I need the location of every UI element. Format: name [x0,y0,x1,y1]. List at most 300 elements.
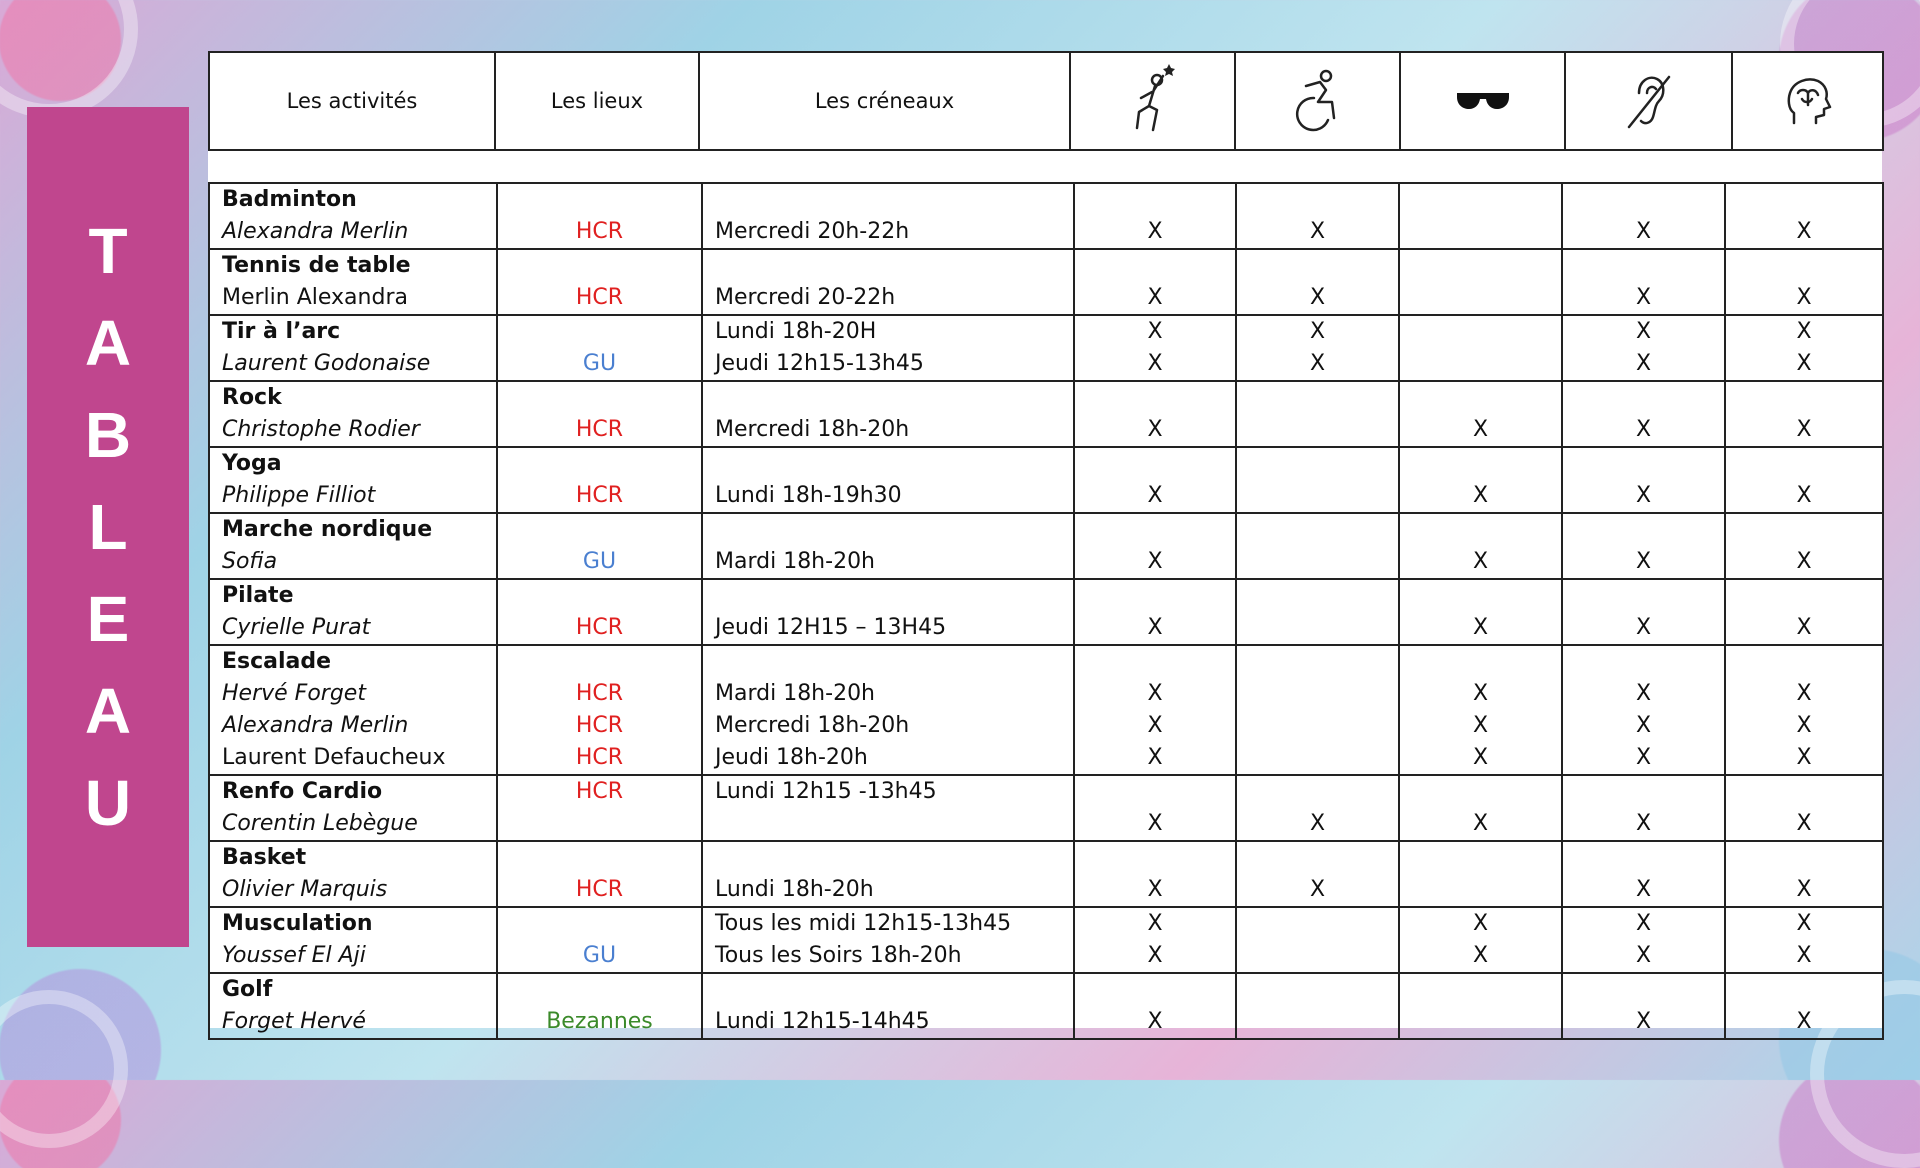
accessibility-mark [1563,646,1724,678]
accessibility-mark [1400,1006,1561,1038]
activity-name: Escalade [222,649,332,674]
accessibility-mark-cell [1236,513,1399,579]
slot-label: Jeudi 12H15 – 13H45 [715,615,947,640]
place-cell [497,447,702,513]
place-label: HCR [575,713,624,738]
accessibility-mark: X [1796,417,1812,442]
place-label [498,184,701,216]
slot-label: Lundi 18h-20H [715,319,877,344]
activity-name: Tir à l’arc [222,319,341,344]
activity-cell [209,973,497,1039]
accessibility-mark: X [1309,877,1326,902]
accessibility-mark [1075,382,1235,414]
accessibility-mark-cell [1399,381,1562,447]
place-label: HCR [575,285,624,310]
accessibility-mark: X [1472,483,1489,508]
accessibility-mark [1400,348,1561,380]
place-label: HCR [575,745,624,770]
slot-label [703,184,1073,216]
accessibility-mark: X [1635,319,1652,344]
accessibility-mark-cell [1725,315,1883,381]
table-row [209,907,1883,973]
accessibility-mark: X [1635,811,1652,836]
accessibility-mark-cell [1399,315,1562,381]
accessibility-mark [1726,250,1882,282]
accessibility-mark: X [1635,943,1652,968]
header-brain-cell [1732,52,1883,150]
accessibility-mark [1237,514,1398,546]
activity-cell [209,513,497,579]
accessibility-mark [1237,940,1398,972]
accessibility-mark-cell [1236,775,1399,841]
accessibility-mark: X [1635,483,1652,508]
slot-label: Jeudi 18h-20h [715,745,868,770]
place-label [498,580,701,612]
accessibility-mark: X [1796,285,1812,310]
accessibility-mark: X [1309,285,1326,310]
accessibility-mark: X [1147,1009,1163,1034]
accessibility-mark [1726,646,1882,678]
instructor-name: Forget Hervé [222,1009,366,1034]
place-cell [497,315,702,381]
slot-label: Mercredi 18h-20h [715,713,910,738]
instructor-name: Laurent Godonaise [222,351,431,376]
accessibility-mark-cell [1725,183,1883,249]
accessibility-mark: X [1309,811,1326,836]
wheelchair-icon [1292,68,1344,134]
accessibility-mark-cell [1562,183,1725,249]
accessibility-mark [1726,776,1882,808]
accessibility-mark: X [1472,417,1489,442]
slot-label: Lundi 18h-20h [715,877,874,902]
instructor-name: Youssef El Aji [222,943,366,968]
accessibility-mark-cell [1236,183,1399,249]
place-cell [497,973,702,1039]
accessibility-mark-cell [1074,645,1236,775]
accessibility-mark: X [1635,1009,1652,1034]
place-label: HCR [575,877,624,902]
accessibility-mark-cell [1725,513,1883,579]
slot-label: Tous les Soirs 18h-20h [715,943,962,968]
place-label: HCR [575,681,624,706]
accessibility-mark [1563,184,1724,216]
activity-name: Renfo Cardio [222,779,383,804]
activity-name: Tennis de table [222,253,411,278]
accessibility-mark-cell [1725,447,1883,513]
accessibility-mark: X [1796,351,1812,376]
accessibility-mark [1075,974,1235,1006]
place-cell [497,841,702,907]
activity-cell [209,645,497,775]
accessibility-mark-cell [1074,447,1236,513]
accessibility-mark [1237,908,1398,940]
instructor-name: Philippe Filliot [222,483,376,508]
instructor-name: Cyrielle Purat [222,615,371,640]
activity-cell [209,249,497,315]
accessibility-mark [1237,414,1398,446]
accessibility-mark [1237,1006,1398,1038]
accessibility-mark [1726,448,1882,480]
accessibility-mark-cell [1074,183,1236,249]
table-row [209,645,1883,775]
accessibility-mark: X [1796,877,1812,902]
header-sunglasses-cell [1400,52,1565,150]
accessibility-mark [1237,448,1398,480]
accessibility-mark: X [1472,713,1489,738]
table-row [209,249,1883,315]
place-label [498,908,701,940]
activity-name: Rock [222,385,282,410]
accessibility-mark-cell [1236,579,1399,645]
accessibility-mark [1563,580,1724,612]
slot-label: Mercredi 20-22h [715,285,896,310]
activity-cell [209,841,497,907]
accessibility-mark: X [1472,615,1489,640]
instructor-name: Alexandra Merlin [222,713,409,738]
accessibility-mark: X [1472,681,1489,706]
accessibility-mark-cell [1562,381,1725,447]
accessibility-mark-cell [1562,841,1725,907]
accessibility-mark [1400,514,1561,546]
activity-name: Pilate [222,583,294,608]
accessibility-mark [1726,974,1882,1006]
table-row [209,447,1883,513]
accessibility-mark-cell [1236,381,1399,447]
header-row [209,52,1883,150]
accessibility-mark: X [1635,417,1652,442]
hearing-impaired-icon [1623,71,1675,131]
accessibility-mark-cell [1236,645,1399,775]
accessibility-mark: X [1796,681,1812,706]
accessibility-mark: X [1147,351,1163,376]
accessibility-mark-cell [1562,447,1725,513]
accessibility-mark: X [1635,877,1652,902]
accessibility-mark-cell [1399,183,1562,249]
accessibility-mark [1400,448,1561,480]
slot-label [703,580,1073,612]
activities-table [208,182,1884,1040]
accessibility-mark [1237,382,1398,414]
place-cell [497,579,702,645]
accessibility-mark: X [1796,943,1812,968]
table-row [209,381,1883,447]
table-row [209,841,1883,907]
place-label: HCR [575,219,624,244]
accessibility-mark-cell [1399,907,1562,973]
accessibility-mark-cell [1236,841,1399,907]
slot-label: Tous les midi 12h15-13h45 [715,911,1012,936]
accessibility-mark [1237,580,1398,612]
slot-label: Lundi 18h-19h30 [715,483,902,508]
slot-cell [702,249,1074,315]
activity-cell [209,447,497,513]
accessibility-mark: X [1147,745,1163,770]
instructor-name: Olivier Marquis [222,877,388,902]
accessibility-mark-cell [1562,973,1725,1039]
accessibility-mark [1563,514,1724,546]
place-cell [497,381,702,447]
place-label: GU [582,943,617,968]
instructor-name: Merlin Alexandra [222,285,408,310]
accessibility-mark: X [1472,811,1489,836]
accessibility-mark-cell [1725,841,1883,907]
place-label: Bezannes [546,1009,653,1034]
accessibility-mark-cell [1399,513,1562,579]
accessibility-mark: X [1635,285,1652,310]
slot-label [703,808,1073,840]
accessibility-mark-cell [1399,447,1562,513]
accessibility-mark [1563,842,1724,874]
slot-label [703,842,1073,874]
banner-letter: E [86,583,130,655]
accessibility-mark-cell [1399,645,1562,775]
accessibility-mark [1563,974,1724,1006]
header-activities: Les activités [209,52,495,150]
accessibility-mark [1237,710,1398,742]
header-hearing-cell [1565,52,1732,150]
table-row [209,315,1883,381]
accessibility-mark-cell [1725,381,1883,447]
accessibility-mark [1400,282,1561,314]
place-label: HCR [575,779,624,804]
accessibility-mark-cell [1074,775,1236,841]
accessibility-mark [1075,646,1235,678]
accessibility-mark [1400,382,1561,414]
activity-name: Marche nordique [222,517,433,542]
header-table [208,51,1884,151]
accessibility-mark-cell [1725,775,1883,841]
accessibility-mark: X [1147,615,1163,640]
activity-cell [209,775,497,841]
brain-icon [1784,73,1832,129]
banner-letter: A [84,307,132,379]
accessibility-mark: X [1147,681,1163,706]
accessibility-mark-cell [1562,907,1725,973]
accessibility-mark: X [1796,1009,1812,1034]
accessibility-mark-cell [1562,645,1725,775]
accessibility-mark: X [1147,417,1163,442]
place-cell [497,249,702,315]
slot-label: Mardi 18h-20h [715,549,876,574]
accessibility-mark-cell [1236,447,1399,513]
accessibility-mark: X [1147,319,1163,344]
accessibility-mark-cell [1074,973,1236,1039]
accessibility-mark: X [1147,549,1163,574]
slot-label [703,974,1073,1006]
sunglasses-icon [1455,89,1511,113]
slot-label: Mardi 18h-20h [715,681,876,706]
slot-cell [702,907,1074,973]
accessibility-mark [1075,842,1235,874]
accessibility-mark: X [1147,877,1163,902]
activity-name: Basket [222,845,307,870]
accessibility-mark [1237,480,1398,512]
accessibility-mark [1400,974,1561,1006]
accessibility-mark: X [1472,745,1489,770]
accessibility-mark-cell [1562,579,1725,645]
accessibility-mark [1075,184,1235,216]
accessibility-mark [1563,382,1724,414]
slot-label: Mercredi 20h-22h [715,219,910,244]
place-cell [497,907,702,973]
accessibility-mark-cell [1236,315,1399,381]
slot-cell [702,381,1074,447]
accessibility-mark: X [1635,745,1652,770]
accessibility-mark [1075,776,1235,808]
accessibility-mark-cell [1074,579,1236,645]
accessibility-mark [1075,514,1235,546]
accessibility-mark-cell [1236,907,1399,973]
accessibility-mark [1237,612,1398,644]
place-cell [497,513,702,579]
slot-label [703,382,1073,414]
accessibility-mark-cell [1725,907,1883,973]
accessibility-mark: X [1309,319,1326,344]
accessibility-mark: X [1635,681,1652,706]
accessibility-mark: X [1635,615,1652,640]
slot-cell [702,315,1074,381]
accessibility-mark [1237,184,1398,216]
accessibility-mark [1400,316,1561,348]
accessibility-mark: X [1796,745,1812,770]
instructor-name: Sofia [222,549,278,574]
table-row [209,775,1883,841]
accessibility-mark [1726,514,1882,546]
banner-letter: U [84,767,132,839]
accessibility-mark-cell [1074,249,1236,315]
accessibility-mark-cell [1725,645,1883,775]
place-label [498,316,701,348]
accessibility-mark [1726,580,1882,612]
instructor-name: Corentin Lebègue [222,811,418,836]
accessibility-mark-cell [1399,775,1562,841]
accessibility-mark: X [1147,811,1163,836]
accessibility-mark-cell [1562,249,1725,315]
accessibility-mark-cell [1074,381,1236,447]
accessibility-mark-cell [1399,579,1562,645]
activity-name: Golf [222,977,273,1002]
activity-cell [209,315,497,381]
place-label: GU [582,549,617,574]
accessibility-mark-cell [1074,513,1236,579]
accessibility-mark [1563,776,1724,808]
slot-label [703,448,1073,480]
accessibility-mark: X [1796,319,1812,344]
table-row [209,973,1883,1039]
table-row [209,579,1883,645]
accessibility-mark: X [1635,713,1652,738]
header-places: Les lieux [495,52,699,150]
accessibility-mark: X [1796,219,1812,244]
accessibility-mark [1237,776,1398,808]
accessibility-mark: X [1796,615,1812,640]
accessibility-mark: X [1472,943,1489,968]
place-label: HCR [575,483,624,508]
accessibility-mark [1075,580,1235,612]
accessibility-mark-cell [1399,249,1562,315]
sport-icon [1127,62,1179,140]
accessibility-mark [1400,580,1561,612]
accessibility-mark [1237,546,1398,578]
slot-cell [702,513,1074,579]
accessibility-mark [1400,646,1561,678]
banner-letter: B [84,399,132,471]
accessibility-mark-cell [1236,249,1399,315]
activity-cell [209,183,497,249]
instructor-name: Christophe Rodier [222,417,420,442]
place-label [498,448,701,480]
accessibility-mark [1075,250,1235,282]
accessibility-mark [1400,874,1561,906]
place-label: GU [582,351,617,376]
accessibility-mark: X [1147,911,1163,936]
place-label: HCR [575,615,624,640]
accessibility-mark-cell [1725,973,1883,1039]
accessibility-mark [1400,776,1561,808]
accessibility-mark: X [1796,811,1812,836]
activity-cell [209,381,497,447]
slot-cell [702,579,1074,645]
slot-cell [702,447,1074,513]
side-banner [27,107,189,947]
header-wheelchair-cell [1235,52,1400,150]
place-label [498,250,701,282]
place-cell [497,645,702,775]
accessibility-mark [1237,742,1398,774]
accessibility-mark [1400,842,1561,874]
accessibility-mark-cell [1399,973,1562,1039]
activity-name: Badminton [222,187,357,212]
place-cell [497,775,702,841]
slot-label: Lundi 12h15 -13h45 [715,779,937,804]
slot-label: Lundi 12h15-14h45 [715,1009,930,1034]
accessibility-mark [1237,974,1398,1006]
accessibility-mark [1237,646,1398,678]
slot-cell [702,973,1074,1039]
instructor-name: Hervé Forget [222,681,366,706]
table-row [209,513,1883,579]
accessibility-mark: X [1796,549,1812,574]
accessibility-mark [1726,184,1882,216]
accessibility-mark [1075,448,1235,480]
accessibility-mark: X [1635,549,1652,574]
place-label [498,974,701,1006]
place-label [498,382,701,414]
accessibility-mark [1726,842,1882,874]
slot-label: Jeudi 12h15-13h45 [715,351,924,376]
accessibility-mark-cell [1725,579,1883,645]
place-label [498,514,701,546]
instructor-name: Alexandra Merlin [222,219,409,244]
activity-cell [209,907,497,973]
accessibility-mark: X [1796,911,1812,936]
accessibility-mark-cell [1725,249,1883,315]
accessibility-mark: X [1472,549,1489,574]
accessibility-mark-cell [1074,907,1236,973]
accessibility-mark-cell [1399,841,1562,907]
banner-letter: T [88,215,128,287]
accessibility-mark [1237,842,1398,874]
accessibility-mark: X [1147,483,1163,508]
header-slots: Les créneaux [699,52,1070,150]
slot-label [703,514,1073,546]
accessibility-mark: X [1472,911,1489,936]
accessibility-mark-cell [1236,973,1399,1039]
accessibility-mark: X [1147,713,1163,738]
accessibility-mark: X [1309,351,1326,376]
accessibility-mark: X [1635,219,1652,244]
slot-cell [702,841,1074,907]
